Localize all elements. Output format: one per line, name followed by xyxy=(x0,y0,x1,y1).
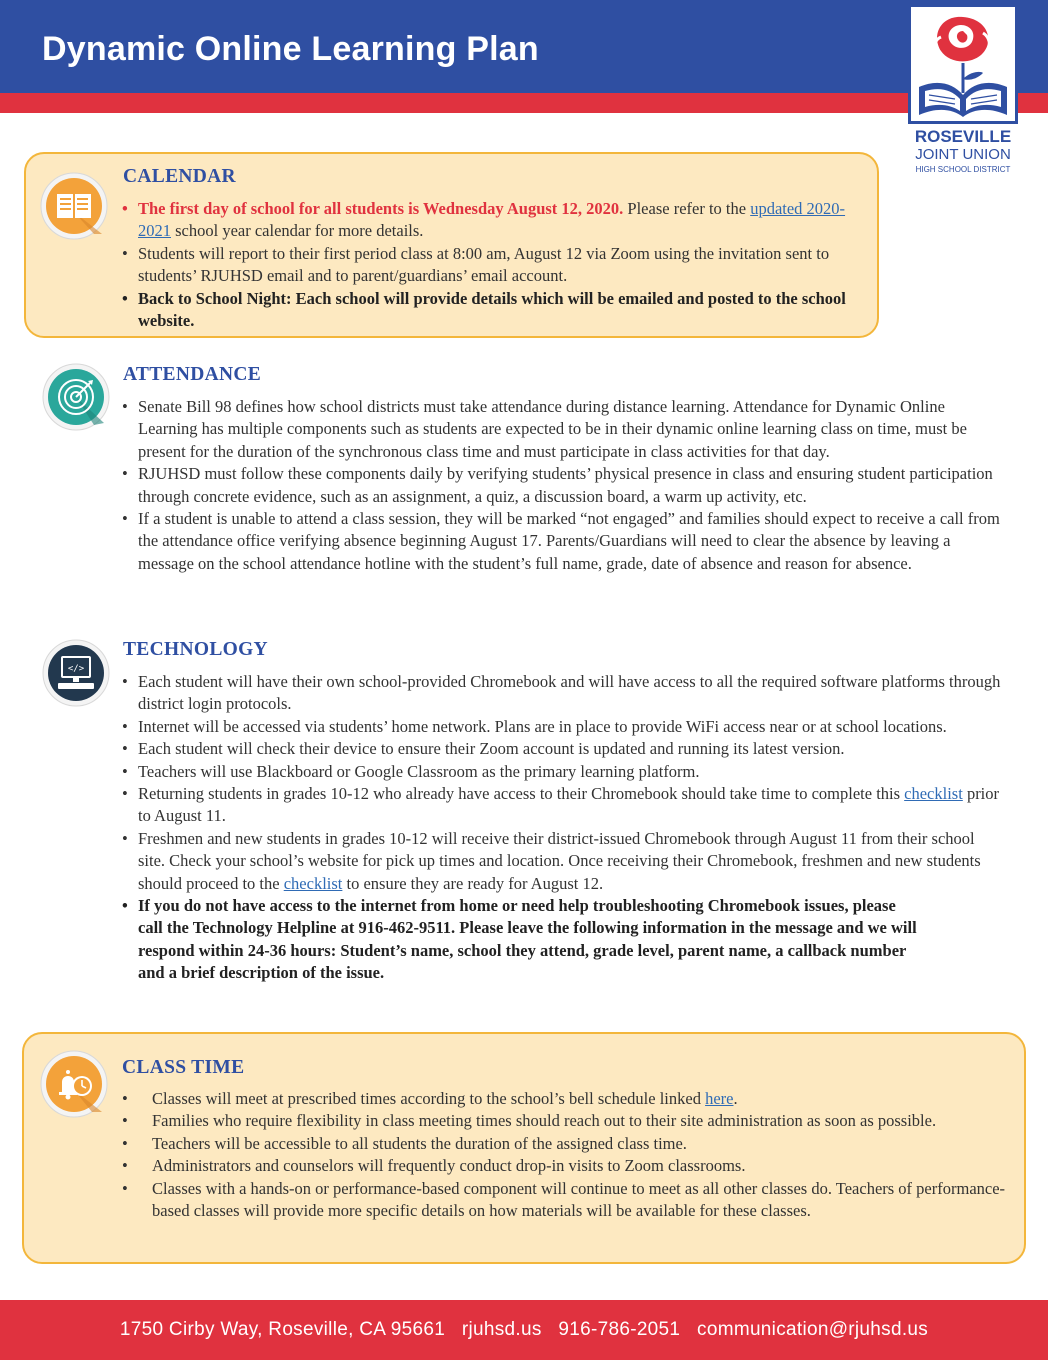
list-item: • If you do not have access to the internet from home or need help troubleshooting Chromebook issues, please call the Technology Helpline at 916-462-9511. Please leave the following information in the message and we will respond within 24-36 hours: Student’s name, school they attend, grade level, parent name, a callback number and a brief description of the issue. xyxy=(122,895,922,985)
list-item: • Teachers will be accessible to all students the duration of the assigned class time. xyxy=(122,1133,1012,1155)
list-item: • Internet will be accessed via students’ home network. Plans are in place to provide WiFi access near or at school locations. xyxy=(122,716,1002,738)
first-day-highlight: The first day of school for all students is Wednesday August 12, 2020. xyxy=(138,199,624,218)
calendar-title: CALENDAR xyxy=(123,166,236,187)
list-text: Classes will meet at prescribed times according to the school’s bell schedule linked xyxy=(152,1089,706,1108)
technology-title: TECHNOLOGY xyxy=(123,639,268,660)
list-item xyxy=(122,783,1002,828)
list-item: • Students will report to their first period class at 8:00 am, August 12 via Zoom using the invitation sent to students’ RJUHSD email and to parent/guardians’ email account. xyxy=(122,243,862,288)
page-footer xyxy=(0,1300,1048,1360)
list-item: • Back to School Night: Each school will provide details which will be emailed and posted to the school website. xyxy=(122,288,862,333)
page-title: Dynamic Online Learning Plan xyxy=(42,30,539,68)
list-text: Please refer to the xyxy=(623,199,751,218)
checklist-link[interactable]: checklist xyxy=(283,873,343,893)
checklist-link[interactable]: checklist xyxy=(904,784,963,804)
attendance-title: ATTENDANCE xyxy=(123,364,262,385)
page-header xyxy=(0,0,1048,113)
rose-book-logo xyxy=(908,4,1018,124)
computer-code-icon xyxy=(42,639,108,705)
list-text: Freshmen and new students in grades 10-12 will receive their district-issued Chromebook through August 11 from their school site. Check your school’s website for pick up times and location. Once receiving their Chromebook, freshmen and new students should proceed to the xyxy=(138,828,981,893)
class-time-list xyxy=(122,1088,1012,1222)
list-item: • Each student will have their own school-provided Chromebook and will have access to all the required software platforms through district login protocols. xyxy=(122,671,1002,716)
calendar-link[interactable]: updated 2020-2021 xyxy=(138,199,846,241)
logo-subtitle-small: HIGH SCHOOL DISTRICT xyxy=(915,165,1011,174)
book-icon xyxy=(40,172,106,238)
svg-text:</>: </> xyxy=(67,664,85,674)
technology-list xyxy=(122,671,1002,985)
target-icon xyxy=(42,363,108,429)
list-item xyxy=(122,198,862,243)
list-item: • RJUHSD must follow these components daily by verifying students’ physical presence in class and ensuring student participation through concrete evidence, such as an assignment, a quiz, a discussion board, a warm up activity, etc. xyxy=(122,463,1002,508)
calendar-list xyxy=(122,198,862,332)
list-text: Returning students in grades 10-12 who already have access to their Chromebook should take time to complete this xyxy=(138,784,905,804)
header-red-stripe xyxy=(0,93,1048,113)
list-item: • Senate Bill 98 defines how school districts must take attendance during distance learning. Attendance for Dynamic Online Learning has multiple components such as students are expected to be in their dynamic online learning class on time, must be present for the duration of the synchronous class time and must participate in class activities for that day. xyxy=(122,396,1002,463)
list-item: • Each student will check their device to ensure their Zoom account is updated and running its latest version. xyxy=(122,738,1002,760)
class-time-title: CLASS TIME xyxy=(122,1057,245,1078)
list-item xyxy=(122,828,1002,895)
list-text: . xyxy=(733,1089,738,1108)
list-text: prior to August 11. xyxy=(138,784,1000,826)
bell-clock-icon xyxy=(40,1050,106,1116)
list-item: • Families who require flexibility in class meeting times should reach out to their site administration as soon as possible. xyxy=(122,1110,1012,1132)
list-item: • If a student is unable to attend a class session, they will be marked “not engaged” and families should expect to receive a call from the attendance office verifying absence beginning August 17. Parents/Guardians will need to clear the absence by leaving a message on the school attendance hotline with the student’s full name, grade, date of absence and reason for absence. xyxy=(122,508,1002,575)
logo-name: ROSEVILLE xyxy=(914,127,1012,146)
list-text: to ensure they are ready for August 12. xyxy=(342,873,604,893)
list-item xyxy=(122,1088,1012,1110)
list-item: • Teachers will use Blackboard or Google Classroom as the primary learning platform. xyxy=(122,761,1002,783)
list-item: • Classes with a hands-on or performance-based component will continue to meet as all other classes do. Teachers of performance-based classes will provide more specific details on how materials will be available for these classes. xyxy=(122,1178,1012,1223)
bell-schedule-link[interactable]: here xyxy=(705,1089,734,1108)
list-text: school year calendar for more details. xyxy=(171,221,424,241)
footer-contact: 1750 Cirby Way, Roseville, CA 95661 rjuhsd.us 916-786-2051 communication@rjuhsd.us xyxy=(119,1319,929,1340)
logo-subtitle: JOINT UNION xyxy=(915,146,1011,163)
list-item: • Administrators and counselors will frequently conduct drop-in visits to Zoom classrooms. xyxy=(122,1155,1012,1177)
attendance-list xyxy=(122,396,1002,575)
district-logo xyxy=(906,4,1020,184)
